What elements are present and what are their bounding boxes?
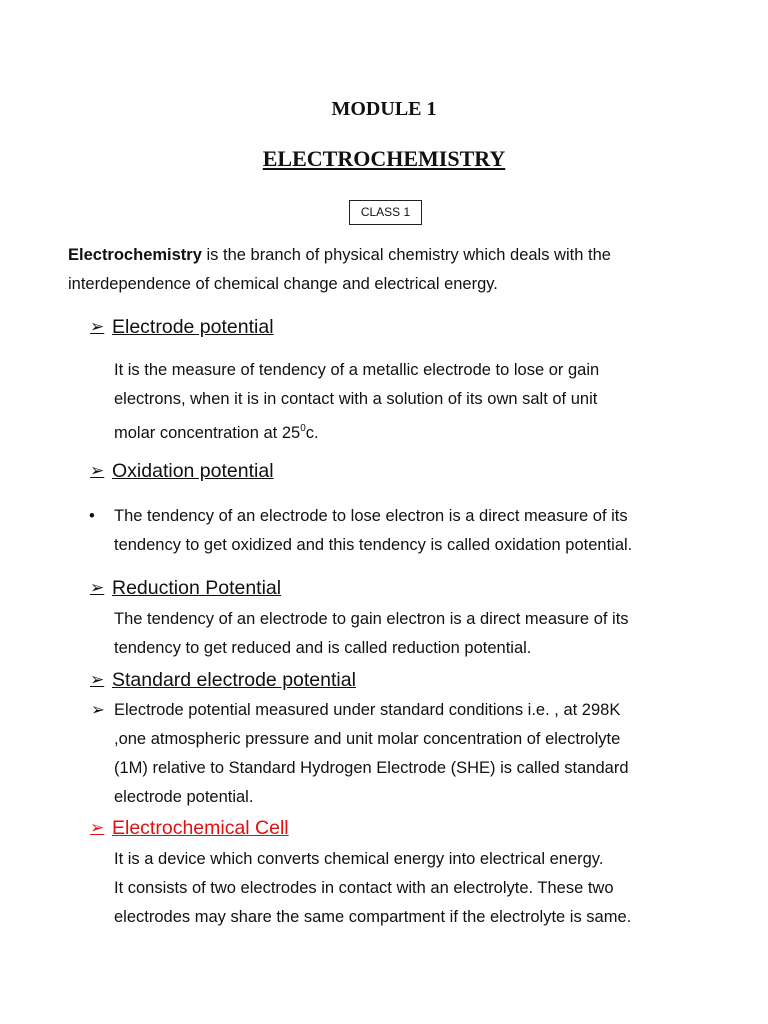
- arrow-bullet-icon: ➢: [91, 701, 105, 719]
- body-line: The tendency of an electrode to lose electron is a direct measure of its: [114, 507, 628, 525]
- arrow-bullet-icon: ➢: [90, 461, 105, 480]
- page-title: ELECTROCHEMISTRY: [262, 146, 506, 171]
- heading-reduction-potential: [90, 575, 281, 601]
- heading-text: Oxidation potential: [112, 460, 274, 482]
- heading-oxidation-potential: [90, 458, 274, 484]
- body-line: electrode potential.: [114, 788, 254, 806]
- intro-line-2: interdependence of chemical change and electrical energy.: [68, 275, 498, 293]
- heading-electrochemical-cell: [90, 815, 289, 841]
- body-line: electrons, when it is in contact with a solution of its own salt of unit: [114, 390, 598, 408]
- oxidation-potential-body: [114, 502, 754, 560]
- intro-line-1: [68, 241, 748, 270]
- round-bullet-icon: •: [89, 507, 95, 525]
- heading-electrode-potential: [90, 314, 274, 340]
- heading-text: Standard electrode potential: [112, 669, 356, 691]
- electrochemical-cell-body: [114, 845, 754, 932]
- body-line: tendency to get oxidized and this tendency is called oxidation potential.: [114, 536, 633, 554]
- heading-text: Reduction Potential: [112, 577, 282, 599]
- module-title: MODULE 1: [331, 98, 437, 120]
- body-line: It is the measure of tendency of a metallic electrode to lose or gain: [114, 361, 600, 379]
- body-line: (1M) relative to Standard Hydrogen Electrode (SHE) is called standard: [114, 759, 629, 777]
- body-line: ,one atmospheric pressure and unit molar concentration of electrolyte: [114, 730, 621, 748]
- arrow-bullet-icon: ➢: [90, 317, 105, 336]
- electrode-potential-body: [114, 356, 754, 448]
- body-line: tendency to get reduced and is called reduction potential.: [114, 639, 532, 657]
- body-line: The tendency of an electrode to gain electron is a direct measure of its: [114, 610, 629, 628]
- body-line: It is a device which converts chemical energy into electrical energy.: [114, 850, 604, 868]
- degree-superscript: 0: [300, 423, 306, 434]
- class-label-box: CLASS 1: [349, 200, 422, 225]
- body-line: Electrode potential measured under standard conditions i.e. , at 298K: [114, 701, 621, 719]
- intro-text-1: is the branch of physical chemistry which deals with the: [201, 246, 611, 264]
- arrow-bullet-icon: ➢: [90, 670, 105, 689]
- body-line: [114, 414, 754, 448]
- body-text: molar concentration at 25: [114, 424, 301, 442]
- standard-electrode-potential-body: [114, 696, 754, 812]
- heading-standard-electrode-potential: [90, 667, 356, 693]
- intro-term: Electrochemistry: [68, 246, 202, 264]
- intro-paragraph: [68, 241, 748, 299]
- body-line: electrodes may share the same compartment if the electrolyte is same.: [114, 908, 632, 926]
- arrow-bullet-icon: ➢: [90, 818, 105, 837]
- heading-text: Electrochemical Cell: [112, 817, 289, 839]
- arrow-bullet-icon: ➢: [90, 578, 105, 597]
- heading-text: Electrode potential: [112, 316, 274, 338]
- body-text: c.: [305, 424, 319, 442]
- body-line: It consists of two electrodes in contact with an electrolyte. These two: [114, 879, 614, 897]
- reduction-potential-body: [114, 605, 754, 663]
